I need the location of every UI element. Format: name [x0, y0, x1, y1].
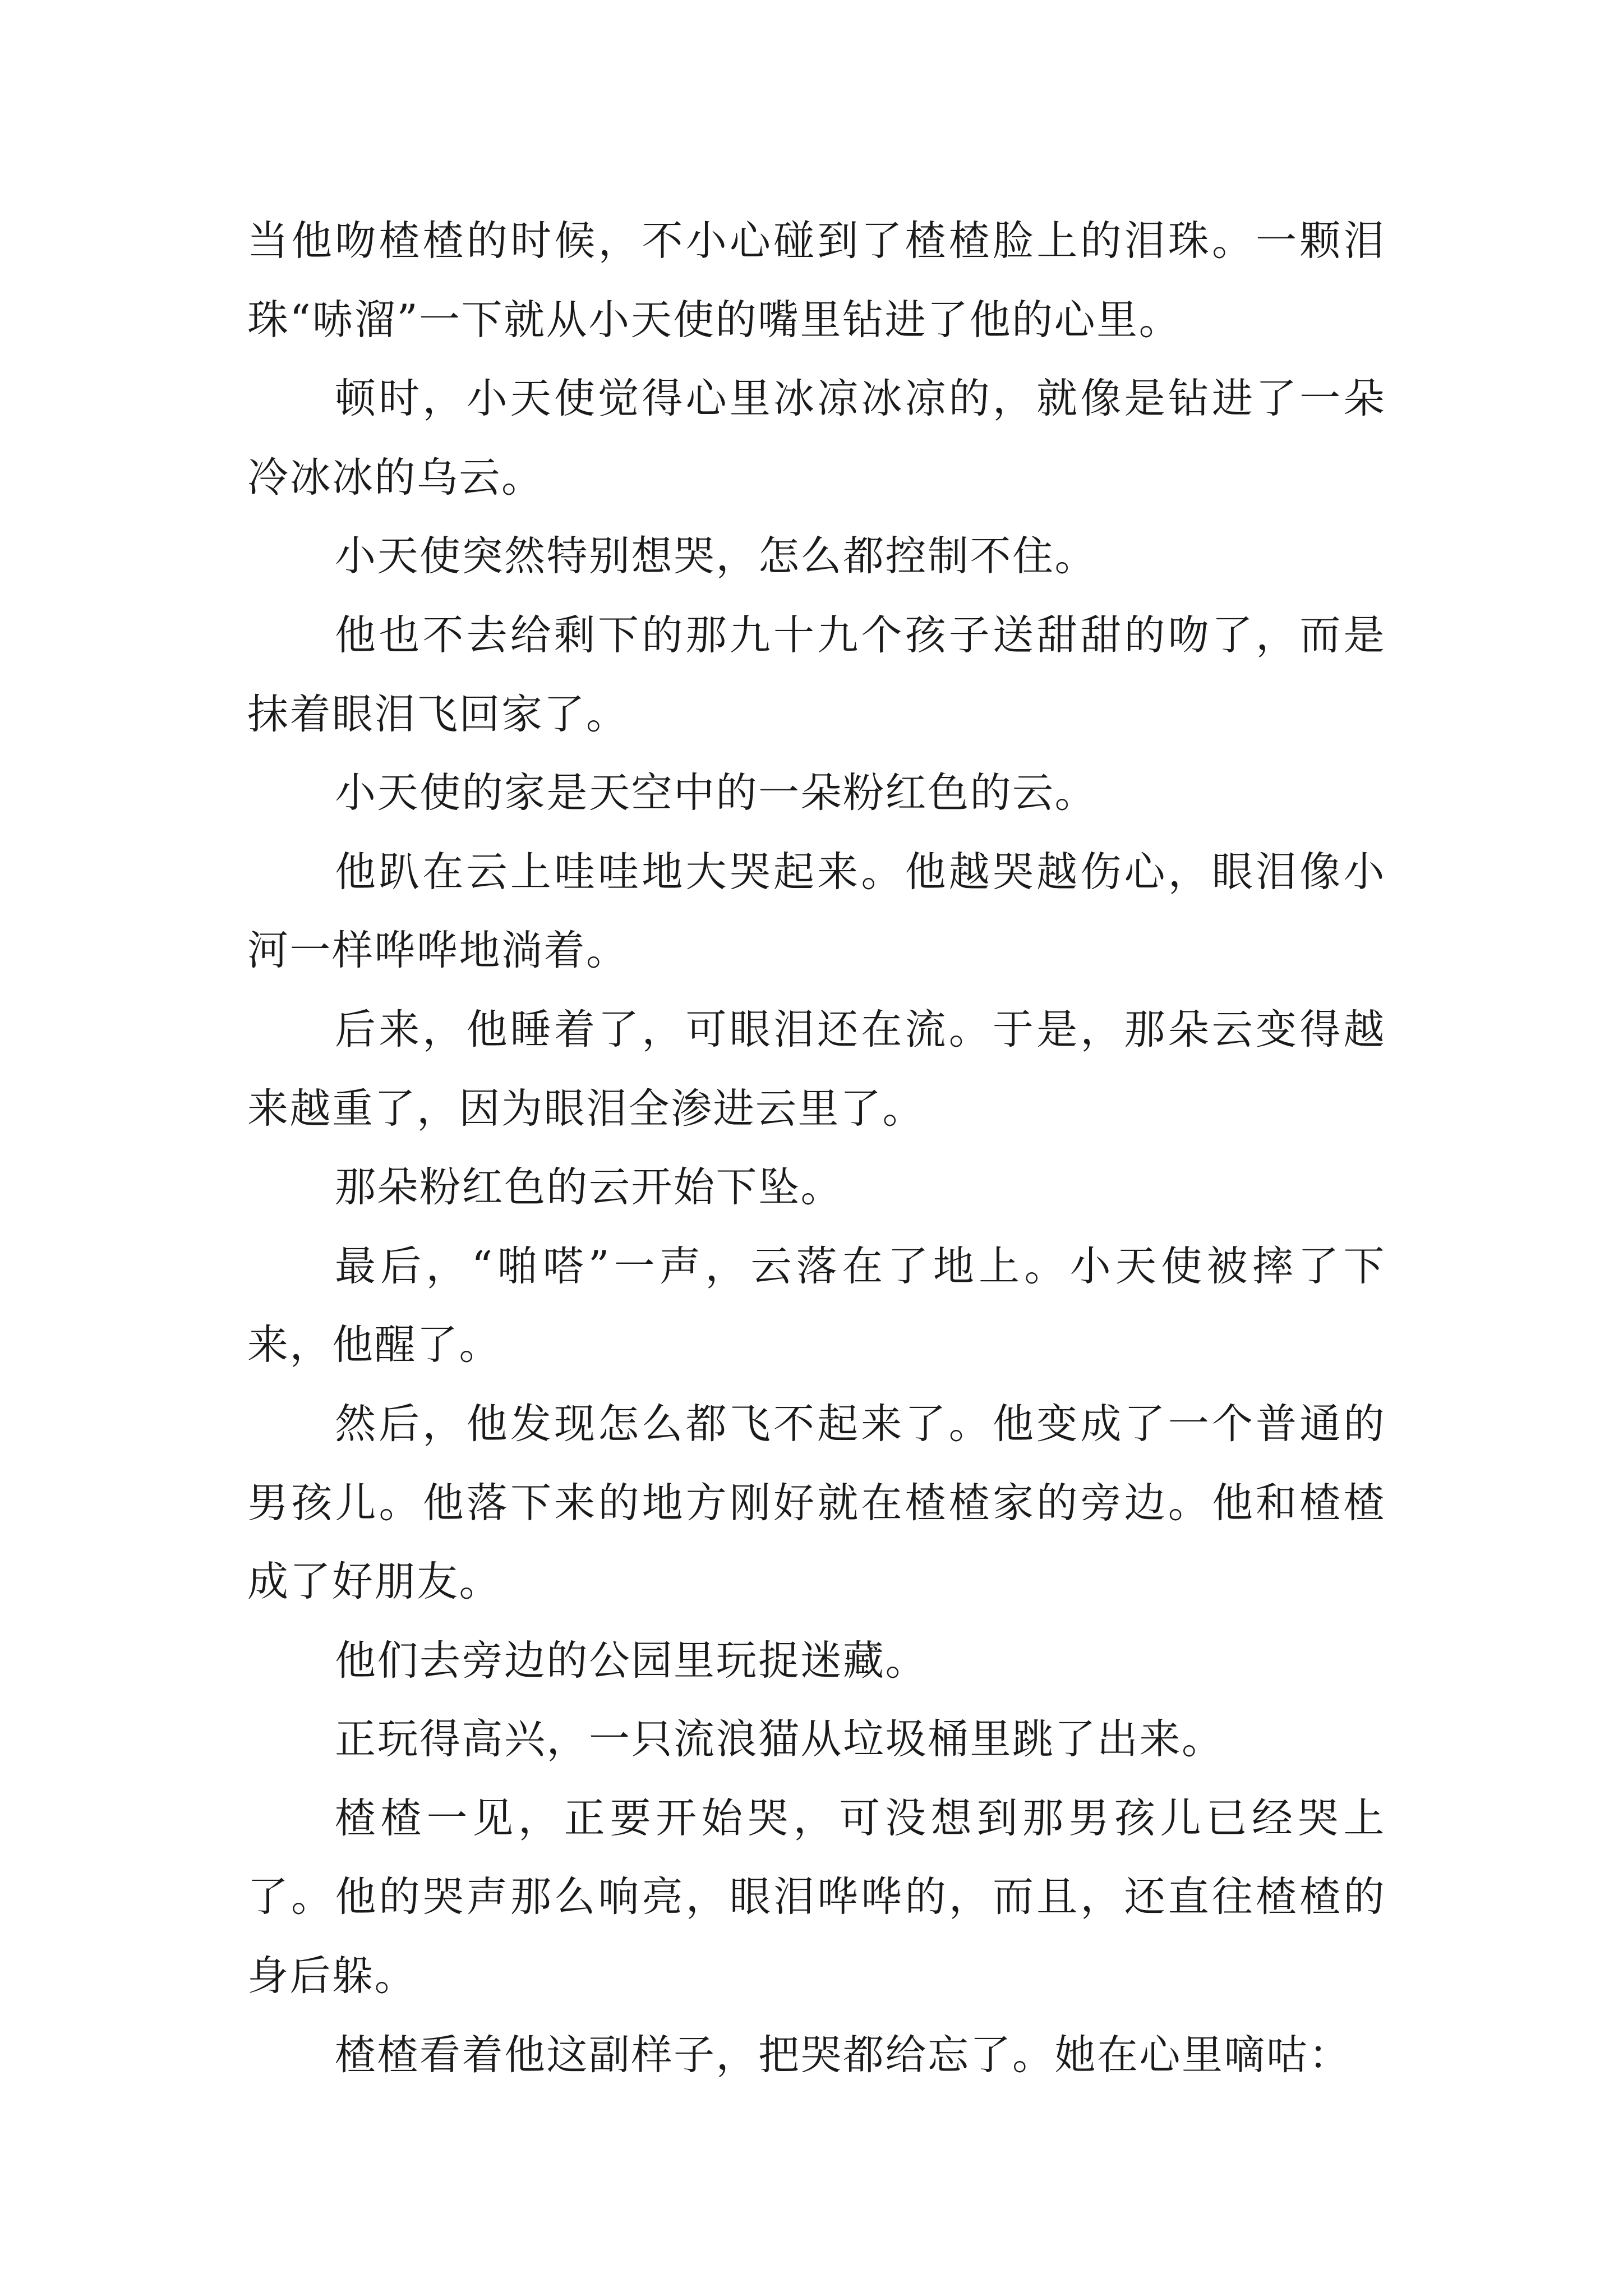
paragraph: 小天使突然特别想哭，怎么都控制不住。 — [335, 532, 1097, 581]
paragraph: 当他吻楂楂的时候，不小心碰到了楂楂脸上的泪珠。一颗泪珠“哧溜”一下就从小天使的嘴里钻进了他的心里。 — [247, 217, 1386, 344]
paragraph: 楂楂看着他这副样子，把哭都给忘了。她在心里嘀咕： — [335, 2031, 1351, 2079]
paragraph: 小天使的家是天空中的一朵粉红色的云。 — [335, 769, 1097, 817]
paragraph: 他趴在云上哇哇地大哭起来。他越哭越伤心，眼泪像小河一样哗哗地淌着。 — [247, 848, 1386, 975]
paragraph: 后来，他睡着了，可眼泪还在流。于是，那朵云变得越来越重了，因为眼泪全渗进云里了。 — [247, 1005, 1386, 1133]
paragraph: 他也不去给剩下的那九十九个孩子送甜甜的吻了，而是抹着眼泪飞回家了。 — [247, 611, 1386, 738]
paragraph: 然后，他发现怎么都飞不起来了。他变成了一个普通的男孩儿。他落下来的地方刚好就在楂楂家的旁边。他和楂楂成了好朋友。 — [247, 1400, 1386, 1606]
paragraph: 他们去旁边的公园里玩捉迷藏。 — [335, 1636, 928, 1685]
paragraph: 楂楂一见，正要开始哭，可没想到那男孩儿已经哭上了。他的哭声那么响亮，眼泪哗哗的，而且，还直往楂楂的身后躲。 — [247, 1794, 1386, 2000]
paragraph: 正玩得高兴，一只流浪猫从垃圾桶里跳了出来。 — [335, 1715, 1224, 1764]
paragraph: 那朵粉红色的云开始下坠。 — [335, 1163, 843, 1212]
paragraph: 最后，“啪嗒”一声，云落在了地上。小天使被摔了下来，他醒了。 — [247, 1242, 1386, 1369]
paragraph: 顿时，小天使觉得心里冰凉冰凉的，就像是钻进了一朵冷冰冰的乌云。 — [247, 375, 1386, 501]
document-body — [247, 202, 1386, 2095]
